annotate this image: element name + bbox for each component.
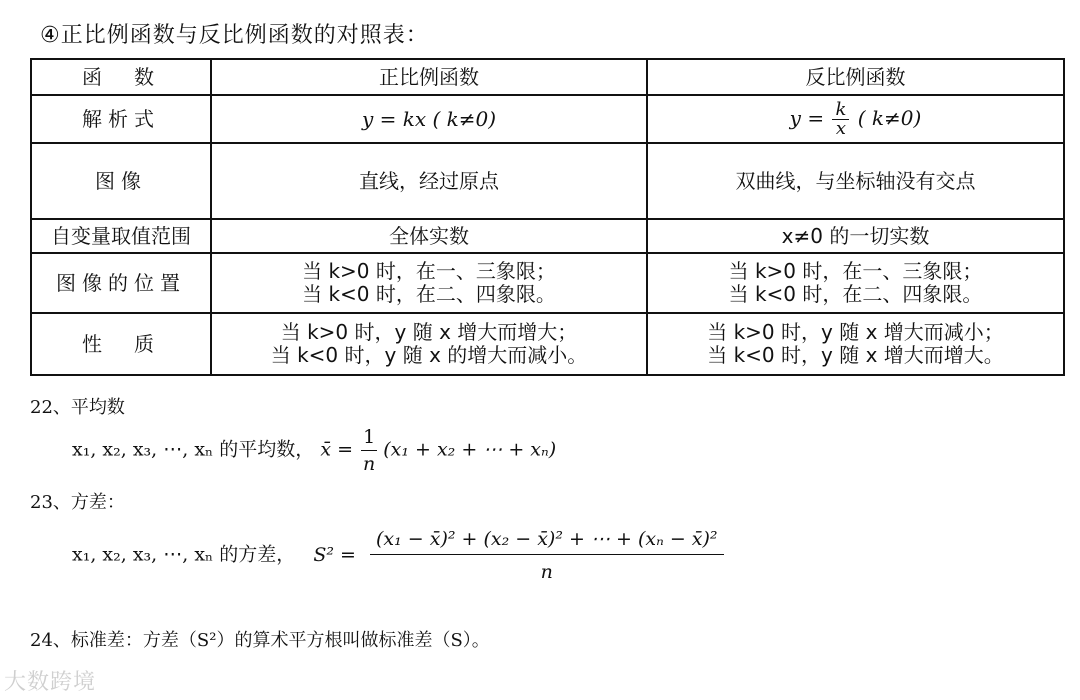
cell-line: 当 k>0 时，y 随 x 增大而减小； <box>707 320 1004 344</box>
inverse-cell <box>647 253 1064 313</box>
mean-formula-left: x₁, x₂, x₃, ⋯, xₙ 的平均数， <box>72 438 315 461</box>
header-direct: 正比例函数 <box>211 59 647 95</box>
direct-cell: y = kx ( k≠0) <box>211 95 647 143</box>
inverse-cell: 双曲线，与坐标轴没有交点 <box>647 143 1064 219</box>
watermark-logo: 大数跨境 <box>4 670 97 695</box>
cell-line: 当 k>0 时，y 随 x 增大而增大； <box>280 320 578 344</box>
mean-tail: (x₁ + x₂ + ⋯ + xₙ) <box>383 438 557 461</box>
inverse-cell <box>647 95 1064 143</box>
direct-cell <box>211 253 647 313</box>
comparison-table <box>30 58 1065 376</box>
section-22-title: 22、平均数 <box>30 397 125 418</box>
inverse-prefix: y = <box>789 105 825 130</box>
inverse-fraction <box>832 98 849 139</box>
table-row <box>31 313 1064 375</box>
variance-formula <box>72 528 724 583</box>
inverse-suffix: ( k≠0) <box>857 105 922 130</box>
row-label: 图像的位置 <box>31 253 211 313</box>
mean-numerator: 1 <box>361 426 377 451</box>
inverse-cell: x≠0 的一切实数 <box>647 219 1064 253</box>
section-24-text: 24、标准差：方差（S²）的算术平方根叫做标准差（S）。 <box>30 630 490 651</box>
fraction-numerator: k <box>832 101 849 120</box>
variance-numerator: (x₁ − x̄)² + (x₂ − x̄)² + ⋯ + (xₙ − x̄)² <box>370 528 724 555</box>
page-heading: ④正比例函数与反比例函数的对照表： <box>40 23 429 48</box>
cell-line: 当 k<0 时，在二、四象限。 <box>728 282 983 306</box>
inverse-cell <box>647 313 1064 375</box>
cell-line: 当 k<0 时，y 随 x 的增大而减小。 <box>270 343 588 367</box>
variance-fraction <box>370 528 724 583</box>
table-row <box>31 95 1064 143</box>
cell-line: 当 k<0 时，y 随 x 增大而增大。 <box>707 343 1004 367</box>
table-row <box>31 253 1064 313</box>
variance-denominator: n <box>540 561 553 583</box>
direct-cell: 全体实数 <box>211 219 647 253</box>
row-label: 自变量取值范围 <box>31 219 211 253</box>
row-label: 性 质 <box>31 313 211 375</box>
header-inverse: 反比例函数 <box>647 59 1064 95</box>
mean-fraction <box>361 426 377 475</box>
mean-lhs: x̄ = <box>320 438 354 461</box>
row-label: 解析式 <box>31 95 211 143</box>
direct-cell <box>211 313 647 375</box>
section-23-title: 23、方差： <box>30 492 125 513</box>
row-label: 图像 <box>31 143 211 219</box>
cell-line: 当 k>0 时，在一、三象限； <box>728 259 983 283</box>
mean-formula <box>72 426 556 475</box>
variance-formula-left: x₁, x₂, x₃, ⋯, xₙ 的方差， <box>72 543 296 566</box>
table-row <box>31 219 1064 253</box>
mean-denominator: n <box>363 453 376 475</box>
variance-lhs: S² = <box>313 543 356 566</box>
cell-line: 当 k<0 时，在二、四象限。 <box>302 282 556 306</box>
table-header-row <box>31 59 1064 95</box>
direct-cell: 直线，经过原点 <box>211 143 647 219</box>
fraction-denominator: x <box>835 117 846 139</box>
cell-line: 当 k>0 时，在一、三象限； <box>302 259 556 283</box>
header-function: 函 数 <box>31 59 211 95</box>
table-row <box>31 143 1064 219</box>
